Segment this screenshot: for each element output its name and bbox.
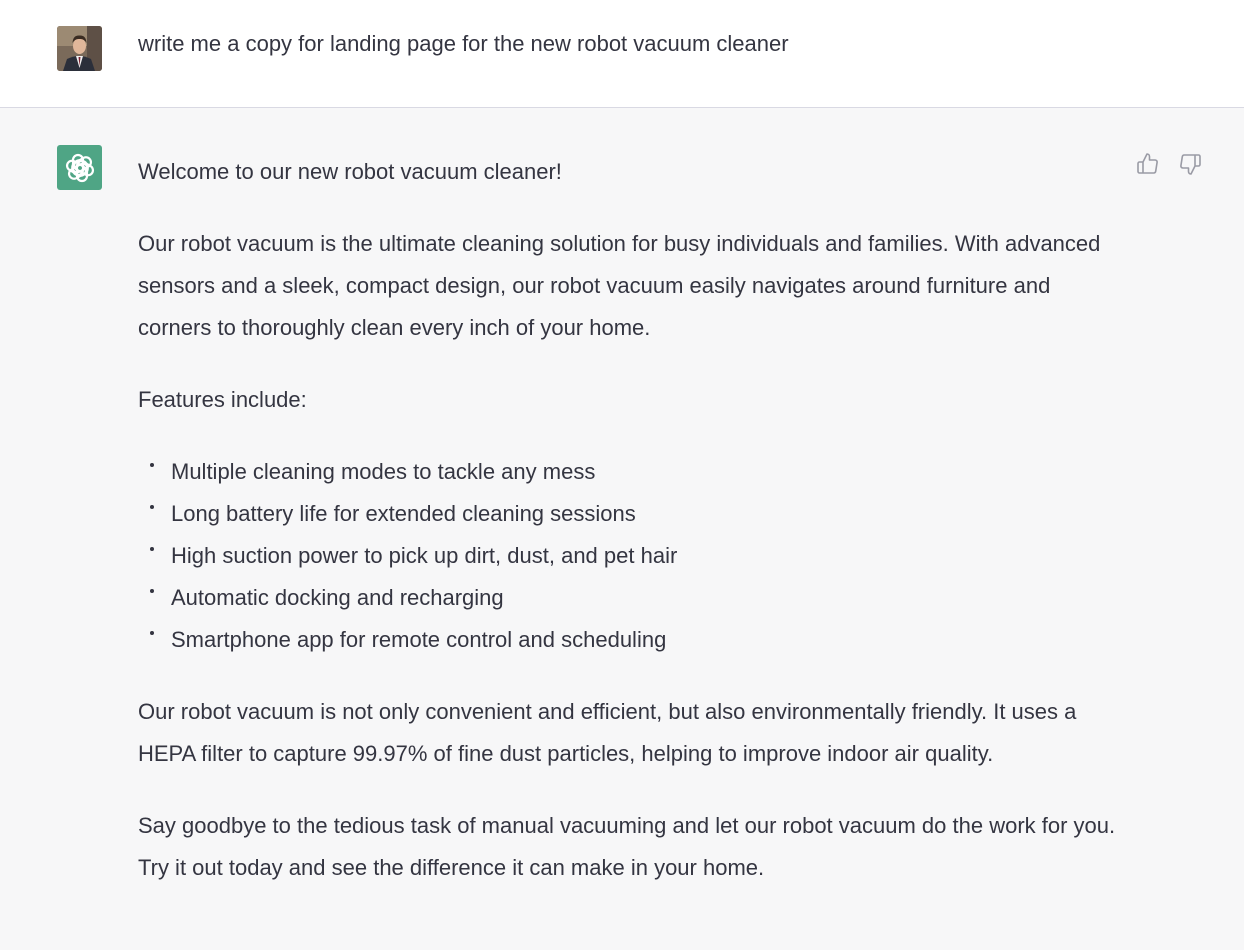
features-list [138,451,1118,661]
user-avatar-photo [57,26,102,71]
list-item: Multiple cleaning modes to tackle any mess [138,451,1118,493]
closing-paragraph: Say goodbye to the tedious task of manual vacuuming and let our robot vacuum do the work for you. Try it out today and see the difference it can make in your home. [138,813,1116,880]
greeting-paragraph: Welcome to our new robot vacuum cleaner! [138,159,562,184]
user-message-text: write me a copy for landing page for the new robot vacuum cleaner [138,31,789,56]
assistant-avatar [57,145,102,190]
thumbs-down-button[interactable] [1176,150,1204,178]
list-item: Automatic docking and recharging [138,577,1118,619]
features-heading: Features include: [138,387,307,412]
openai-logo-icon [64,152,96,184]
user-message-row [0,0,1244,108]
list-item: Long battery life for extended cleaning sessions [138,493,1118,535]
thumbs-down-icon [1178,152,1202,176]
user-avatar [57,26,102,71]
intro-paragraph: Our robot vacuum is the ultimate cleaning solution for busy individuals and families. With advanced sensors and a sleek, compact design, our robot vacuum easily navigates around furniture and corners to thoroughly clean every inch of your home. [138,231,1101,340]
assistant-message-row [0,109,1244,950]
thumbs-up-icon [1136,152,1160,176]
assistant-message-content [138,151,1118,919]
environment-paragraph: Our robot vacuum is not only convenient and efficient, but also environmentally friendly. It uses a HEPA filter to capture 99.97% of fine dust particles, helping to improve indoor air quality. [138,699,1077,766]
thumbs-up-button[interactable] [1134,150,1162,178]
list-item: High suction power to pick up dirt, dust, and pet hair [138,535,1118,577]
list-item: Smartphone app for remote control and scheduling [138,619,1118,661]
